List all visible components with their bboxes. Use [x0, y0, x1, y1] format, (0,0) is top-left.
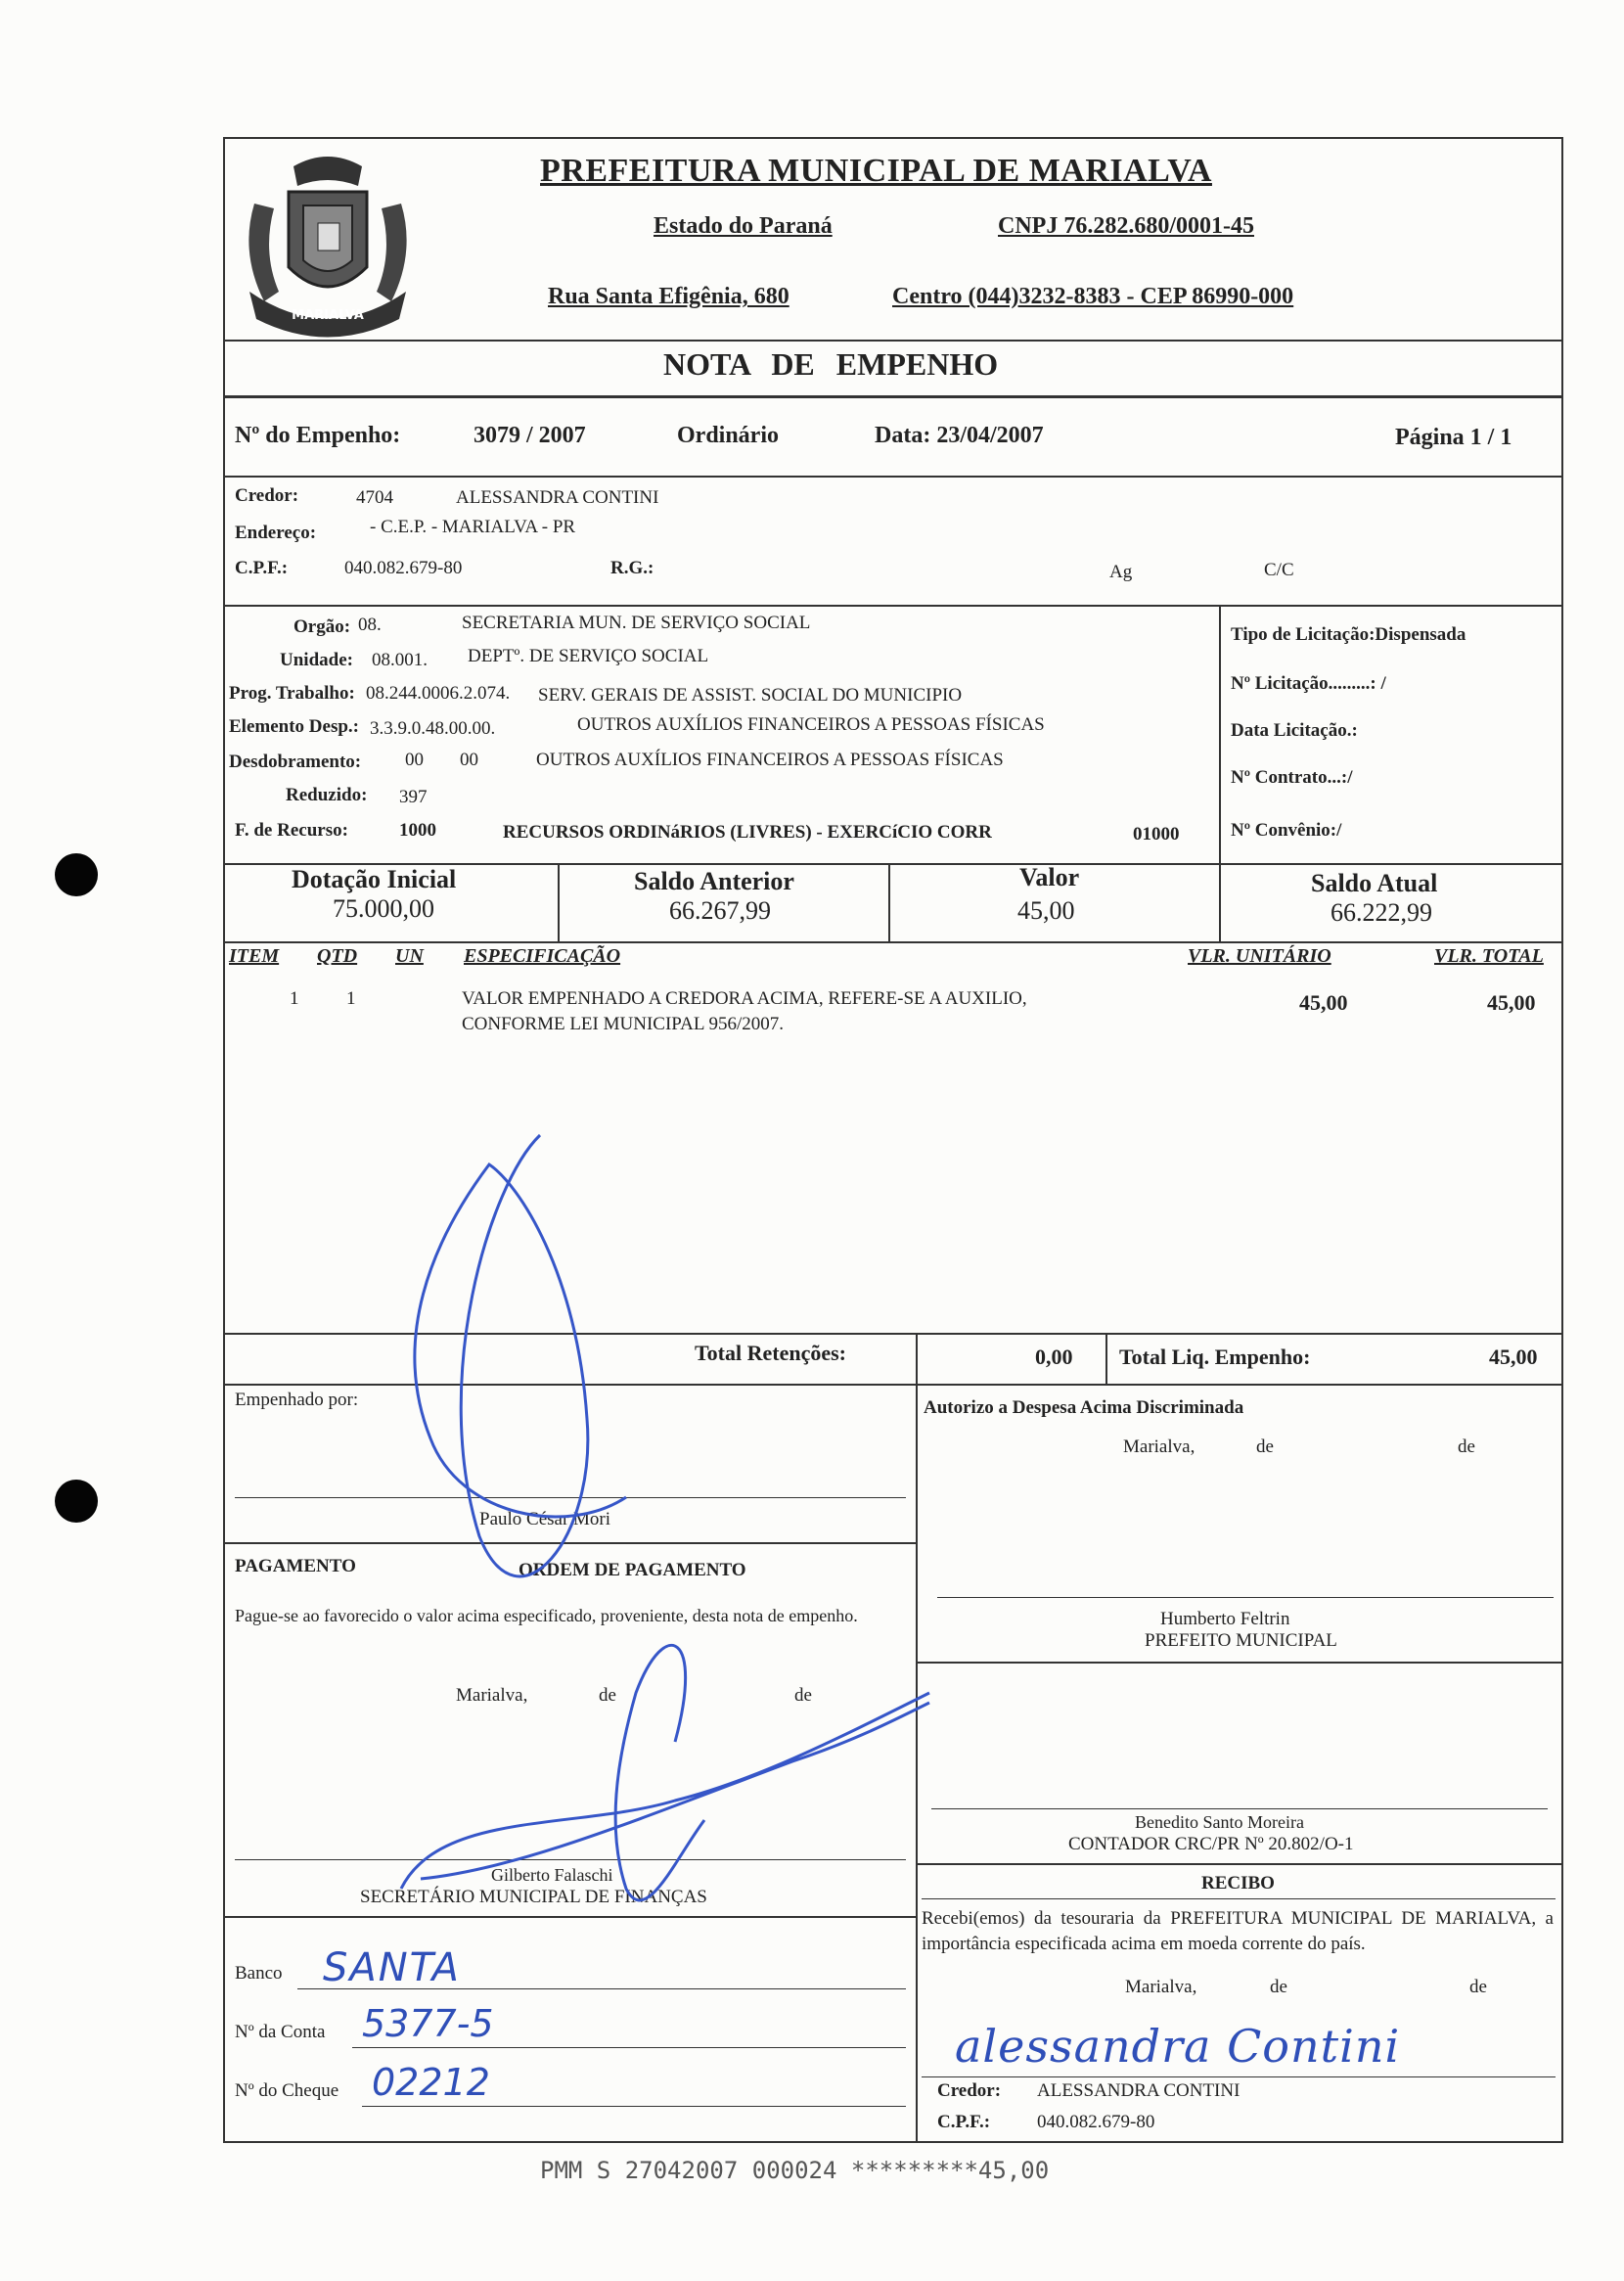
- desdob-a: 00: [405, 750, 424, 770]
- conta-label: Nº da Conta: [235, 2022, 326, 2042]
- col-especificacao: ESPECIFICAÇÃO: [464, 945, 621, 967]
- recurso-label: F. de Recurso:: [235, 820, 348, 841]
- col-qtd: QTD: [317, 945, 358, 967]
- licitacao-tipo: Tipo de Licitação:Dispensada: [1231, 624, 1466, 645]
- municipal-crest-logo: [235, 145, 421, 345]
- conta-handwritten: 5377-5: [362, 2002, 494, 2045]
- elem-value: 3.3.9.0.48.00.00.: [370, 718, 496, 739]
- row-item: 1: [290, 988, 299, 1009]
- handwritten-signature-secretario: [382, 1634, 949, 1928]
- col-vlr-unitario: VLR. UNITÁRIO: [1188, 945, 1331, 967]
- rg-label: R.G.:: [610, 558, 654, 578]
- dotacao-inicial-value: 75.000,00: [333, 894, 434, 923]
- row-desc-line1: VALOR EMPENHADO A CREDORA ACIMA, REFERE-SE A AUXILIO,: [462, 988, 1027, 1009]
- recibo-text: Recebi(emos) da tesouraria da PREFEITURA MUNICIPAL DE MARIALVA, a importância especificada acima em moeda corrente do país.: [922, 1908, 1554, 1954]
- credor-label: Credor:: [235, 485, 299, 506]
- recibo-marialva: Marialva,: [1125, 1977, 1197, 1997]
- row-qtd: 1: [346, 988, 356, 1009]
- desdob-b: 00: [460, 750, 478, 770]
- ag-label: Ag: [1109, 562, 1133, 582]
- recibo-cpf-label: C.P.F.:: [937, 2112, 991, 2132]
- total-retencoes-value: 0,00: [1035, 1345, 1073, 1369]
- punch-hole-top: [55, 853, 98, 896]
- autorizo-marialva: Marialva,: [1123, 1437, 1195, 1457]
- empenho-type: Ordinário: [677, 423, 780, 448]
- dotacao-inicial-label: Dotação Inicial: [292, 865, 457, 893]
- pagamento-label: PAGAMENTO: [235, 1556, 356, 1576]
- autorizo-de-1: de: [1256, 1437, 1274, 1457]
- empenho-page: Página 1 / 1: [1395, 425, 1512, 450]
- reduzido-value: 397: [399, 787, 428, 807]
- prog-desc: SERV. GERAIS DE ASSIST. SOCIAL DO MUNICIPIO: [538, 685, 963, 706]
- unidade-desc: DEPTº. DE SERVIÇO SOCIAL: [468, 646, 709, 666]
- ordem-pagamento-label: ORDEM DE PAGAMENTO: [519, 1560, 746, 1580]
- prog-label: Prog. Trabalho:: [229, 683, 355, 704]
- orgao-value: 08.: [358, 615, 382, 635]
- header-contact: Centro (044)3232-8383 - CEP 86990-000: [892, 284, 1294, 309]
- recibo-credor-value: ALESSANDRA CONTINI: [1037, 2080, 1241, 2101]
- row-desc-line2: CONFORME LEI MUNICIPAL 956/2007.: [462, 1014, 785, 1034]
- total-liquido-label: Total Liq. Empenho:: [1119, 1345, 1311, 1369]
- contador-name: Benedito Santo Moreira: [1135, 1812, 1304, 1832]
- elem-desc: OUTROS AUXÍLIOS FINANCEIROS A PESSOAS FÍSICAS: [577, 714, 1045, 735]
- credor-code: 4704: [356, 487, 393, 508]
- col-un: UN: [395, 945, 424, 967]
- desdob-desc: OUTROS AUXÍLIOS FINANCEIROS A PESSOAS FÍSICAS: [536, 750, 1004, 770]
- saldo-atual-value: 66.222,99: [1331, 898, 1432, 927]
- valor-value: 45,00: [1017, 896, 1075, 925]
- pagamento-marialva: Marialva,: [456, 1685, 528, 1706]
- recibo-signature: alessandra Contini: [955, 2020, 1401, 2073]
- cheque-handwritten: 02212: [372, 2061, 490, 2104]
- empenho-number: 3079 / 2007: [474, 423, 586, 448]
- licitacao-convenio: Nº Convênio:/: [1231, 820, 1342, 841]
- header-cnpj: CNPJ 76.282.680/0001-45: [998, 213, 1254, 239]
- crest-text: MARIALVA: [292, 308, 364, 323]
- recurso-code: 01000: [1133, 824, 1180, 844]
- autorizo-label: Autorizo a Despesa Acima Discriminada: [924, 1397, 1244, 1418]
- cpf-label: C.P.F.:: [235, 558, 289, 578]
- col-vlr-total: VLR. TOTAL: [1434, 945, 1544, 967]
- valor-label: Valor: [1019, 863, 1080, 891]
- cc-label: C/C: [1264, 560, 1294, 580]
- empenhado-name: Paulo César Mori: [479, 1509, 611, 1529]
- pagamento-de-1: de: [599, 1685, 616, 1706]
- saldo-anterior-label: Saldo Anterior: [634, 867, 794, 895]
- contador-title: CONTADOR CRC/PR Nº 20.802/O-1: [1068, 1834, 1354, 1854]
- bank-stamp: PMM S 27042007 000024 *********45,00: [540, 2157, 1050, 2184]
- orgao-label: Orgão:: [293, 616, 351, 637]
- row-vlr-total: 45,00: [1487, 990, 1536, 1015]
- address-value: - C.E.P. - MARIALVA - PR: [370, 517, 576, 537]
- recurso-value: 1000: [399, 820, 436, 841]
- secretario-name: Gilberto Falaschi: [491, 1865, 613, 1885]
- unidade-label: Unidade:: [280, 650, 353, 670]
- punch-hole-bottom: [55, 1480, 98, 1523]
- recibo-de-2: de: [1469, 1977, 1487, 1997]
- recibo-title: RECIBO: [1201, 1873, 1275, 1893]
- empenho-label: Nº do Empenho:: [235, 423, 401, 448]
- header-state: Estado do Paraná: [654, 213, 833, 239]
- address-label: Endereço:: [235, 523, 317, 543]
- orgao-desc: SECRETARIA MUN. DE SERVIÇO SOCIAL: [462, 613, 811, 633]
- col-item: ITEM: [229, 945, 280, 967]
- recibo-cpf-value: 040.082.679-80: [1037, 2112, 1155, 2132]
- cheque-label: Nº do Cheque: [235, 2080, 339, 2101]
- handwritten-signature-empenho: [372, 1125, 685, 1595]
- reduzido-label: Reduzido:: [286, 785, 368, 805]
- credor-name: ALESSANDRA CONTINI: [456, 487, 659, 508]
- banco-handwritten: SANTA: [323, 1945, 461, 1990]
- licitacao-contrato: Nº Contrato...:/: [1231, 767, 1353, 788]
- recurso-desc: RECURSOS ORDINáRIOS (LIVRES) - EXERCíCIO CORR: [503, 822, 992, 843]
- banco-label: Banco: [235, 1963, 283, 1984]
- doc-title: NOTA DE EMPENHO: [663, 346, 999, 382]
- licitacao-numero: Nº Licitação.........: /: [1231, 673, 1386, 694]
- saldo-atual-label: Saldo Atual: [1311, 869, 1438, 897]
- saldo-anterior-value: 66.267,99: [669, 896, 771, 925]
- licitacao-data: Data Licitação.:: [1231, 720, 1358, 741]
- pagamento-text: Pague-se ao favorecido o valor acima especificado, proveniente, desta nota de empenho.: [235, 1606, 858, 1625]
- total-retencoes-label: Total Retenções:: [695, 1341, 846, 1365]
- prog-value: 08.244.0006.2.074.: [366, 683, 511, 704]
- unidade-value: 08.001.: [372, 650, 428, 670]
- cpf-value: 040.082.679-80: [344, 558, 463, 578]
- row-vlr-unitario: 45,00: [1299, 990, 1348, 1015]
- prefeito-name: Humberto Feltrin: [1160, 1609, 1290, 1629]
- pagamento-de-2: de: [794, 1685, 812, 1706]
- recibo-de-1: de: [1270, 1977, 1287, 1997]
- header-title: PREFEITURA MUNICIPAL DE MARIALVA: [540, 153, 1212, 189]
- autorizo-de-2: de: [1458, 1437, 1475, 1457]
- secretario-title: SECRETÁRIO MUNICIPAL DE FINANÇAS: [360, 1887, 707, 1907]
- prefeito-title: PREFEITO MUNICIPAL: [1145, 1630, 1337, 1651]
- recibo-credor-label: Credor:: [937, 2080, 1002, 2101]
- elem-label: Elemento Desp.:: [229, 716, 359, 737]
- total-liquido-value: 45,00: [1489, 1345, 1538, 1369]
- empenho-date: Data: 23/04/2007: [875, 423, 1044, 448]
- desdob-label: Desdobramento:: [229, 752, 362, 772]
- header-street: Rua Santa Efigênia, 680: [548, 284, 789, 309]
- empenhado-label: Empenhado por:: [235, 1390, 359, 1410]
